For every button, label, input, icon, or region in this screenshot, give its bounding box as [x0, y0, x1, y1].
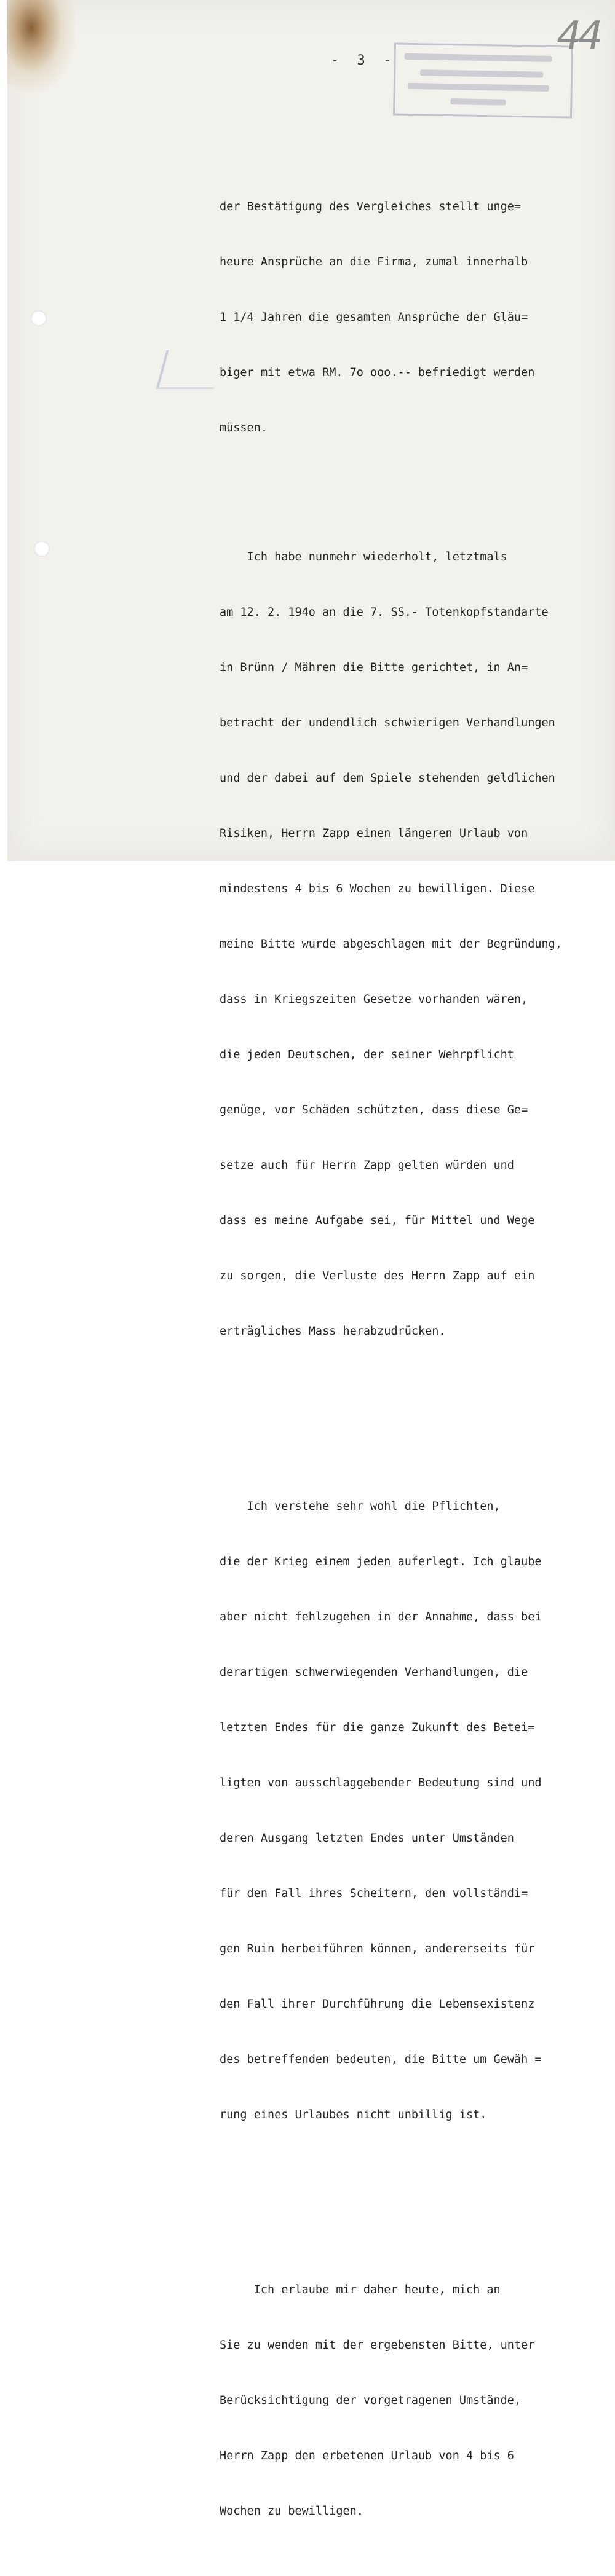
- text-line: betracht der undendlich schwierigen Verhandlungen: [220, 717, 555, 729]
- text-line: Ich erlaube mir daher heute, mich an: [220, 2283, 501, 2296]
- text-line: letzten Endes für die ganze Zukunft des Betei=: [220, 1721, 535, 1734]
- text-line: setze auch für Herrn Zapp gelten würden und: [220, 1159, 514, 1172]
- text-line: und der dabei auf dem Spiele stehenden geldlichen: [220, 772, 555, 785]
- paragraph-1: [220, 161, 595, 474]
- page-number: - 3 -: [331, 53, 397, 68]
- punch-hole: [34, 541, 50, 557]
- text-line: ligten von ausschlaggebender Bedeutung sind und: [220, 1777, 542, 1789]
- letter-body: [220, 124, 595, 2576]
- paragraph-2: [220, 511, 595, 1378]
- text-line: Risiken, Herrn Zapp einen längeren Urlaub von: [220, 827, 528, 840]
- text-line: derartigen schwerwiegenden Verhandlungen, die: [220, 1666, 528, 1679]
- punch-hole: [31, 310, 47, 326]
- text-line: des betreffenden bedeuten, die Bitte um Gewäh =: [220, 2053, 542, 2066]
- text-line: den Fall ihrer Durchführung die Lebensexistenz: [220, 1998, 535, 2011]
- paragraph-3: [220, 1461, 595, 2161]
- text-line: biger mit etwa RM. 7o ooo.-- befriedigt werden: [220, 366, 535, 379]
- text-line: heure Ansprüche an die Firma, zumal innerhalb: [220, 256, 528, 269]
- text-line: mindestens 4 bis 6 Wochen zu bewilligen. Diese: [220, 882, 535, 895]
- text-line: am 12. 2. 194o an die 7. SS.- Totenkopfstandarte: [220, 606, 549, 619]
- text-line: rung eines Urlaubes nicht unbillig ist.: [220, 2108, 487, 2121]
- text-line: dass in Kriegszeiten Gesetze vorhanden wären,: [220, 993, 528, 1006]
- text-line: meine Bitte wurde abgeschlagen mit der Begründung,: [220, 938, 562, 951]
- text-line: erträgliches Mass herabzudrücken.: [220, 1325, 446, 1338]
- text-line: Berücksichtigung der vorgetragenen Umstände,: [220, 2394, 522, 2407]
- paragraph-4: [220, 2244, 595, 2558]
- text-line: Ich habe nunmehr wiederholt, letztmals: [220, 551, 507, 564]
- text-line: genüge, vor Schäden schützten, dass diese Ge=: [220, 1104, 528, 1117]
- text-line: deren Ausgang letzten Endes unter Umständen: [220, 1832, 514, 1845]
- text-line: die der Krieg einem jeden auferlegt. Ich glaube: [220, 1555, 542, 1568]
- text-line: zu sorgen, die Verluste des Herrn Zapp auf ein: [220, 1270, 535, 1282]
- text-line: Sie zu wenden mit der ergebensten Bitte, unter: [220, 2339, 535, 2352]
- text-line: müssen.: [220, 422, 268, 434]
- text-line: dass es meine Aufgabe sei, für Mittel und Wege: [220, 1214, 535, 1227]
- archive-number: 44: [557, 14, 600, 59]
- text-line: in Brünn / Mähren die Bitte gerichtet, in An=: [220, 661, 528, 674]
- text-line: die jeden Deutschen, der seiner Wehrpflicht: [220, 1048, 514, 1061]
- faded-stamp: [393, 42, 573, 118]
- text-line: 1 1/4 Jahren die gesamten Ansprüche der Gläu=: [220, 311, 528, 324]
- text-line: aber nicht fehlzugehen in der Annahme, dass bei: [220, 1611, 542, 1624]
- text-line: gen Ruin herbeiführen können, andererseits für: [220, 1942, 535, 1955]
- burn-stain: [7, 0, 75, 92]
- text-line: Ich verstehe sehr wohl die Pflichten,: [220, 1500, 501, 1513]
- text-line: Wochen zu bewilligen.: [220, 2505, 363, 2518]
- text-line: Herrn Zapp den erbetenen Urlaub von 4 bis 6: [220, 2449, 514, 2462]
- text-line: für den Fall ihres Scheitern, den vollständi=: [220, 1887, 528, 1900]
- text-line: der Bestätigung des Vergleiches stellt unge=: [220, 200, 522, 213]
- bleed-through-signature: [156, 350, 224, 389]
